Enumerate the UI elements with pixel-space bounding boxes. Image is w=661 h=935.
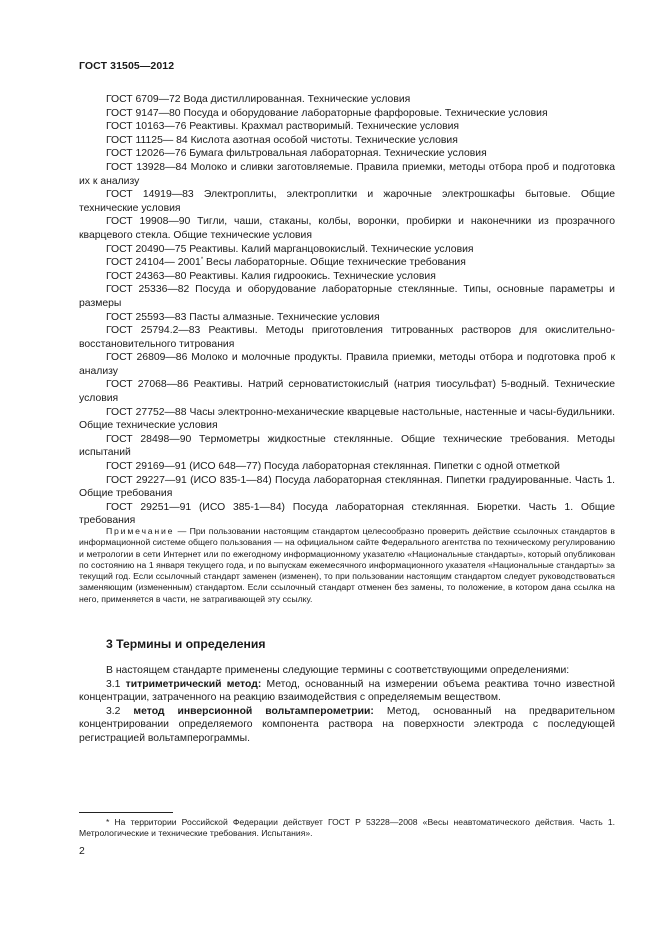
reference-item: ГОСТ 24363—80 Реактивы. Калия гидроокись. Технические условия (106, 270, 436, 282)
term-name: титриметрический метод: (125, 678, 262, 690)
footnote-marker: * (106, 817, 110, 827)
section-intro: В настоящем стандарте применены следующие термины с соответствующими определениями: (106, 665, 570, 676)
reference-text: Весы лабораторные. Общие технические требования (203, 257, 466, 269)
reference-item: ГОСТ 27752—88 Часы электронно-механические кварцевые настольные, настенные и часы-будильники. Общие технические условия (79, 406, 615, 432)
reference-item: ГОСТ 25593—83 Пасты алмазные. Технические условия (106, 311, 380, 323)
reference-item: ГОСТ 26809—86 Молоко и молочные продукты. Правила приемки, методы отбора и подготовка проб к анализу (79, 352, 615, 377)
normative-references-list (79, 93, 615, 528)
term-number: 3.2 (106, 705, 134, 717)
reference-item: ГОСТ 25336—82 Посуда и оборудование лабораторные стеклянные. Типы, основные параметры и размеры (79, 284, 615, 309)
reference-item: ГОСТ 29227—91 (ИСО 835-1—84) Посуда лабораторная стеклянная. Пипетки градуированные. Часть 1. Общие требования (79, 474, 615, 500)
term-entry (79, 705, 615, 746)
reference-item: ГОСТ 10163—76 Реактивы. Крахмал растворимый. Технические условия (106, 121, 460, 133)
term-entry (79, 678, 615, 705)
reference-item: ГОСТ 28498—90 Термометры жидкостные стеклянные. Общие технические требования. Методы испытаний (79, 433, 615, 459)
reference-item: ГОСТ 6709—72 Вода дистиллированная. Технические условия (106, 94, 411, 105)
reference-item: ГОСТ 11125— 84 Кислота азотная особой чистоты. Технические условия (106, 134, 458, 146)
footnote (79, 817, 615, 840)
reference-item-with-footnote (79, 256, 615, 270)
note-paragraph (79, 526, 615, 605)
reference-item: ГОСТ 9147—80 Посуда и оборудование лабораторные фарфоровые. Технические условия (106, 107, 548, 119)
page-number: 2 (79, 846, 85, 857)
term-name: метод инверсионной вольтамперометрии: (133, 705, 374, 717)
reference-item: ГОСТ 20490—75 Реактивы. Калий марганцовокислый. Технические условия (106, 243, 474, 255)
footnote-divider (79, 812, 173, 813)
footnote-text: На территории Российской Федерации действует ГОСТ Р 53228—2008 «Весы неавтоматического действия. Часть 1. Метрологические и технические требования. Испытания». (79, 817, 615, 839)
term-definition: Метод, основанный на предварительном концентрировании определяемого компонента раствора на поверхности электрода с последующей регистрацией вольтамперограммы. (79, 705, 615, 744)
reference-item: ГОСТ 13928—84 Молоко и сливки заготовляемые. Правила приемки, методы отбора проб и подготовка их к анализу (79, 161, 615, 187)
reference-item: ГОСТ 29169—91 (ИСО 648—77) Посуда лабораторная стеклянная. Пипетки с одной отметкой (106, 461, 560, 473)
reference-item: ГОСТ 29251—91 (ИСО 385-1—84) Посуда лабораторная стеклянная. Бюретки. Часть 1. Общие требования (79, 501, 615, 527)
note-text: — При пользовании настоящим стандартом целесообразно проверить действие ссылочных стандартов в информационной системе общего пользования — на официальном сайте Федерального агентства по техническому регулированию и метрологии в сети Интернет или по ежегодному информационному указателю «Национальные стандарты», который опубликован по состоянию на 1 января текущего года, и по выпускам ежемесячного информационного указателя «Национальные стандарты» за текущий год. Если ссылочный стандарт заменен (изменен), то при пользовании настоящим стандартом следует руководствоваться заменяющим (измененным) стандартом. Если ссылочный стандарт отменен без замены, то положение, в котором дана ссылка на него, применяется в части, не затрагивающей эту ссылку. (79, 526, 615, 604)
term-definition: Метод, основанный на измерении объема реактива точно известной концентрации, затраченного на реакцию взаимодействия с определяемым веществом. (79, 678, 616, 704)
section-heading: 3 Термины и определения (106, 637, 266, 651)
footnote-marker: * (200, 257, 204, 264)
reference-text: ГОСТ 24104— 2001 (106, 257, 201, 269)
document-code-header: ГОСТ 31505—2012 (79, 60, 175, 72)
reference-item: ГОСТ 14919—83 Электроплиты, электроплитки и жарочные электрошкафы бытовые. Общие технические условия (79, 189, 615, 214)
reference-item: ГОСТ 27068—86 Реактивы. Натрий серноватистокислый (натрия тиосульфат) 5-водный. Технические условия (79, 379, 615, 405)
terms-definitions (79, 664, 615, 746)
note-label: Примечание (106, 526, 175, 536)
reference-item: ГОСТ 19908—90 Тигли, чаши, стаканы, колбы, воронки, пробирки и наконечники из прозрачного кварцевого стекла. Общие технические условия (79, 216, 615, 241)
reference-item: ГОСТ 12026—76 Бумага фильтровальная лабораторная. Технические условия (106, 148, 487, 160)
term-number: 3.1 (106, 678, 126, 690)
reference-item: ГОСТ 25794.2—83 Реактивы. Методы приготовления титрованных растворов для окислительно-восстановительного титрования (79, 325, 615, 350)
